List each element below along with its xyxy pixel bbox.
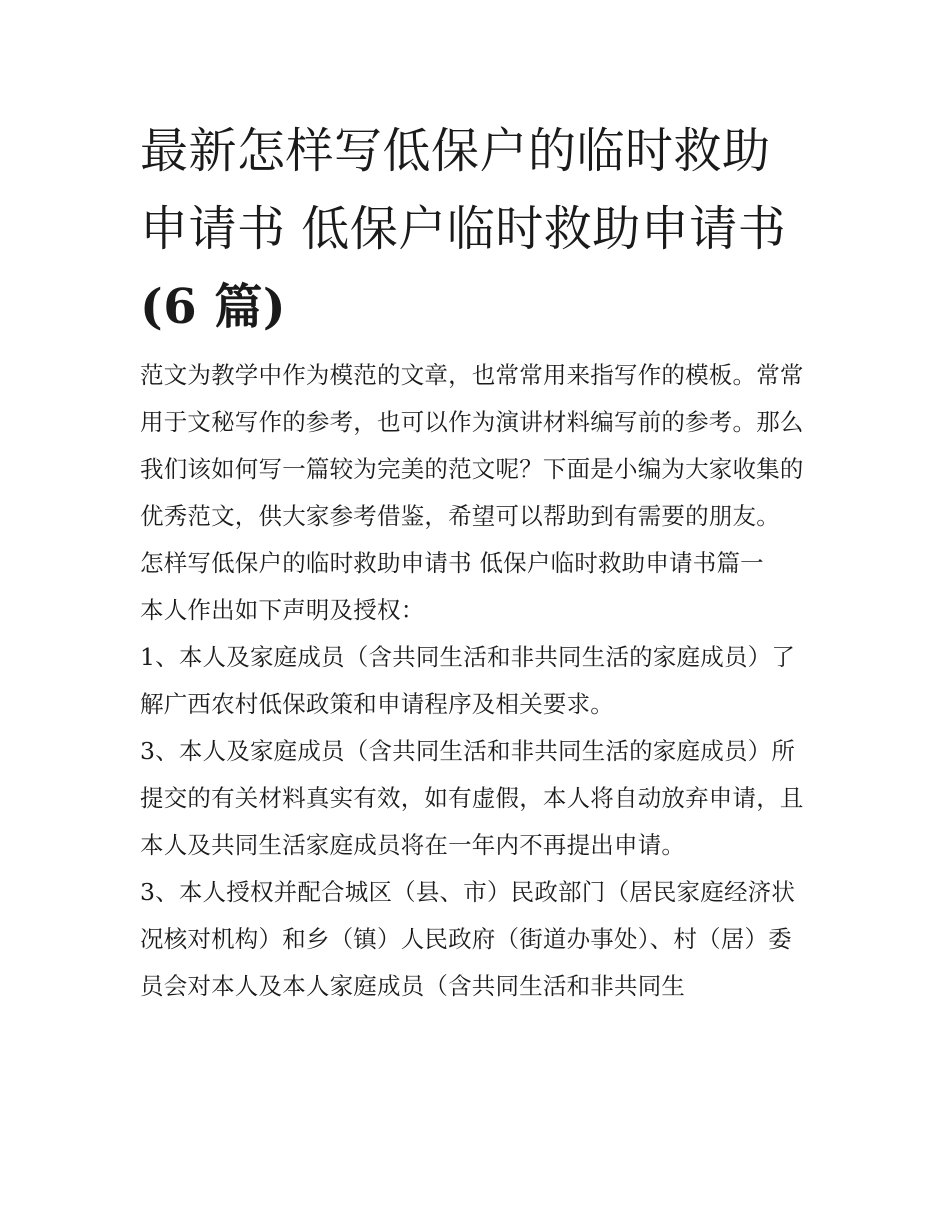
declaration-item-1: 1、本人及家庭成员（含共同生活和非共同生活的家庭成员）了解广西农村低保政策和申请程序及相关要求。 (140, 643, 796, 718)
title-line-3: (6 篇) (140, 279, 287, 335)
title-line-2: 申请书 低保户临时救助申请书 (140, 201, 787, 257)
section-heading: 怎样写低保户的临时救助申请书 低保户临时救助申请书篇一 (140, 549, 764, 577)
declaration-item-3: 3、本人授权并配合城区（县、市）民政部门（居民家庭经济状况核对机构）和乡（镇）人民政府（街道办事处）、村（居）委员会对本人及本人家庭成员（含共同生活和非共同生 (140, 878, 796, 1000)
document-title (140, 112, 815, 346)
title-line-1: 最新怎样写低保户的临时救助 (140, 123, 771, 179)
intro-paragraph: 范文为教学中作为模范的文章，也常常用来指写作的模板。常常用于文秘写作的参考，也可以作为演讲材料编写前的参考。那么我们该如何写一篇较为完美的范文呢？下面是小编为大家收集的优秀范文，供大家参考借鉴，希望可以帮助到有需要的朋友。 (140, 361, 804, 530)
declaration-intro: 本人作出如下声明及授权： (140, 596, 425, 624)
document-page (140, 112, 815, 1010)
declaration-item-2: 3、本人及家庭成员（含共同生活和非共同生活的家庭成员）所提交的有关材料真实有效，如有虚假，本人将自动放弃申请，且本人及共同生活家庭成员将在一年内不再提出申请。 (140, 737, 804, 859)
